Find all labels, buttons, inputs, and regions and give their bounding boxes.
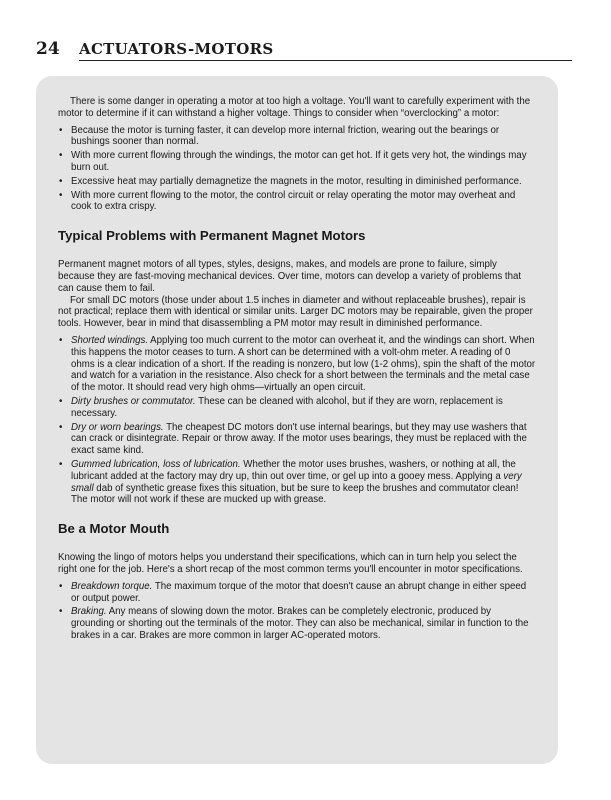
list-item (58, 581, 536, 605)
term: Breakdown torque. (71, 580, 153, 592)
term: Gummed lubrication, loss of lubrication. (71, 458, 241, 470)
list-item (58, 459, 536, 506)
list-item: • Excessive heat may partially demagnetize the magnets in the motor, resulting in diminished performance. (58, 176, 536, 188)
list-item (58, 606, 536, 641)
definition: The maximum torque of the motor that doesn't cause an abrupt change in either speed or output power. (71, 580, 527, 604)
term: Dirty brushes or commutator. (71, 395, 196, 407)
section-heading: Be a Motor Mouth (58, 521, 170, 537)
term: Shorted windings. (71, 334, 149, 346)
list-item: • With more current flowing to the motor, the control circuit or relay operating the motor may overheat and cook to extra crispy. (58, 190, 536, 214)
term: Braking. (71, 606, 107, 618)
term: Dry or worn bearings. (71, 421, 164, 433)
definition: dab of synthetic grease fixes this situation, but be sure to keep the brushes and commutator clean! The motor will not work if these are mucked up with grease. (71, 482, 519, 506)
list-item: • Because the motor is turning faster, it can develop more internal friction, wearing out the bearings or bushings sooner than normal. (58, 125, 536, 149)
section-paragraph: Permanent magnet motors of all types, styles, designs, makes, and models are prone to failure, simply because they are fast-moving mechanical devices. Over time, motors can develop a variety of problems that can cause them to fail. (58, 259, 522, 294)
list-item (58, 422, 536, 457)
intro-paragraph: There is some danger in operating a motor at too high a voltage. You'll want to carefully experiment with the motor to determine if it can withstand a higher voltage. Things to consider when “overclocking” a motor: (58, 96, 531, 119)
emphasis: very small (71, 470, 522, 494)
definition: Any means of slowing down the motor. Brakes can be completely electronic, produced by grounding or shorting out the terminals of the motor. They can also be mechanical, similar in function to the brakes in a car. Brakes are more common in larger AC-operated motors. (71, 606, 529, 641)
list-item (58, 396, 536, 420)
chapter-title: ACTUATORS-MOTORS (79, 40, 274, 58)
definition: These can be cleaned with alcohol, but if they are worn, replacement is necessary. (71, 395, 503, 419)
section-paragraph: For small DC motors (those under about 1.5 inches in diameter and without replaceable brushes), repair is not practical; replace them with identical or similar units. Larger DC motors may be repairable, given the proper tools. However, bear in mind that disassembling a PM motor may result in diminished performance. (58, 294, 533, 330)
section-heading: Typical Problems with Permanent Magnet Motors (58, 228, 366, 244)
header-rule (79, 60, 572, 61)
page-header (36, 38, 572, 62)
list-item (58, 335, 536, 394)
problems-list (58, 335, 536, 506)
list-item: • With more current flowing through the windings, the motor can get hot. If it gets very hot, the windings may burn out. (58, 150, 536, 174)
panel-content (58, 96, 536, 644)
definition: Whether the motor uses brushes, washers, or nothing at all, the lubricant added at the factory may dry up, thin out over time, or gel up into a gooey mess. Applying a (71, 458, 516, 482)
page-number: 24 (36, 39, 60, 59)
definition: The cheapest DC motors don't use internal bearings, but they may use washers that can crack or disintegrate. Repair or throw away. If the motor uses bearings, they must be replaced with the exact same kind. (71, 421, 527, 457)
section-paragraph: Knowing the lingo of motors helps you understand their specifications, which can in turn help you select the right one for the job. Here's a short recap of the most common terms you'll encounter in motor specifications. (58, 552, 523, 575)
overvolting-list (58, 125, 536, 214)
definition: Applying too much current to the motor can overheat it, and the windings can short. When this happens the motor ceases to turn. A short can be determined with a volt-ohm meter. A reading of 0 ohms is a clear indication of a short. If the reading is nonzero, but low (1-2 ohms), spin the shaft of the motor and watch for a variation in the resistance. Also check for a short between the terminals and the metal case of the motor. It should read very high ohms—virtually an open circuit. (71, 334, 536, 394)
terms-list (58, 581, 536, 642)
